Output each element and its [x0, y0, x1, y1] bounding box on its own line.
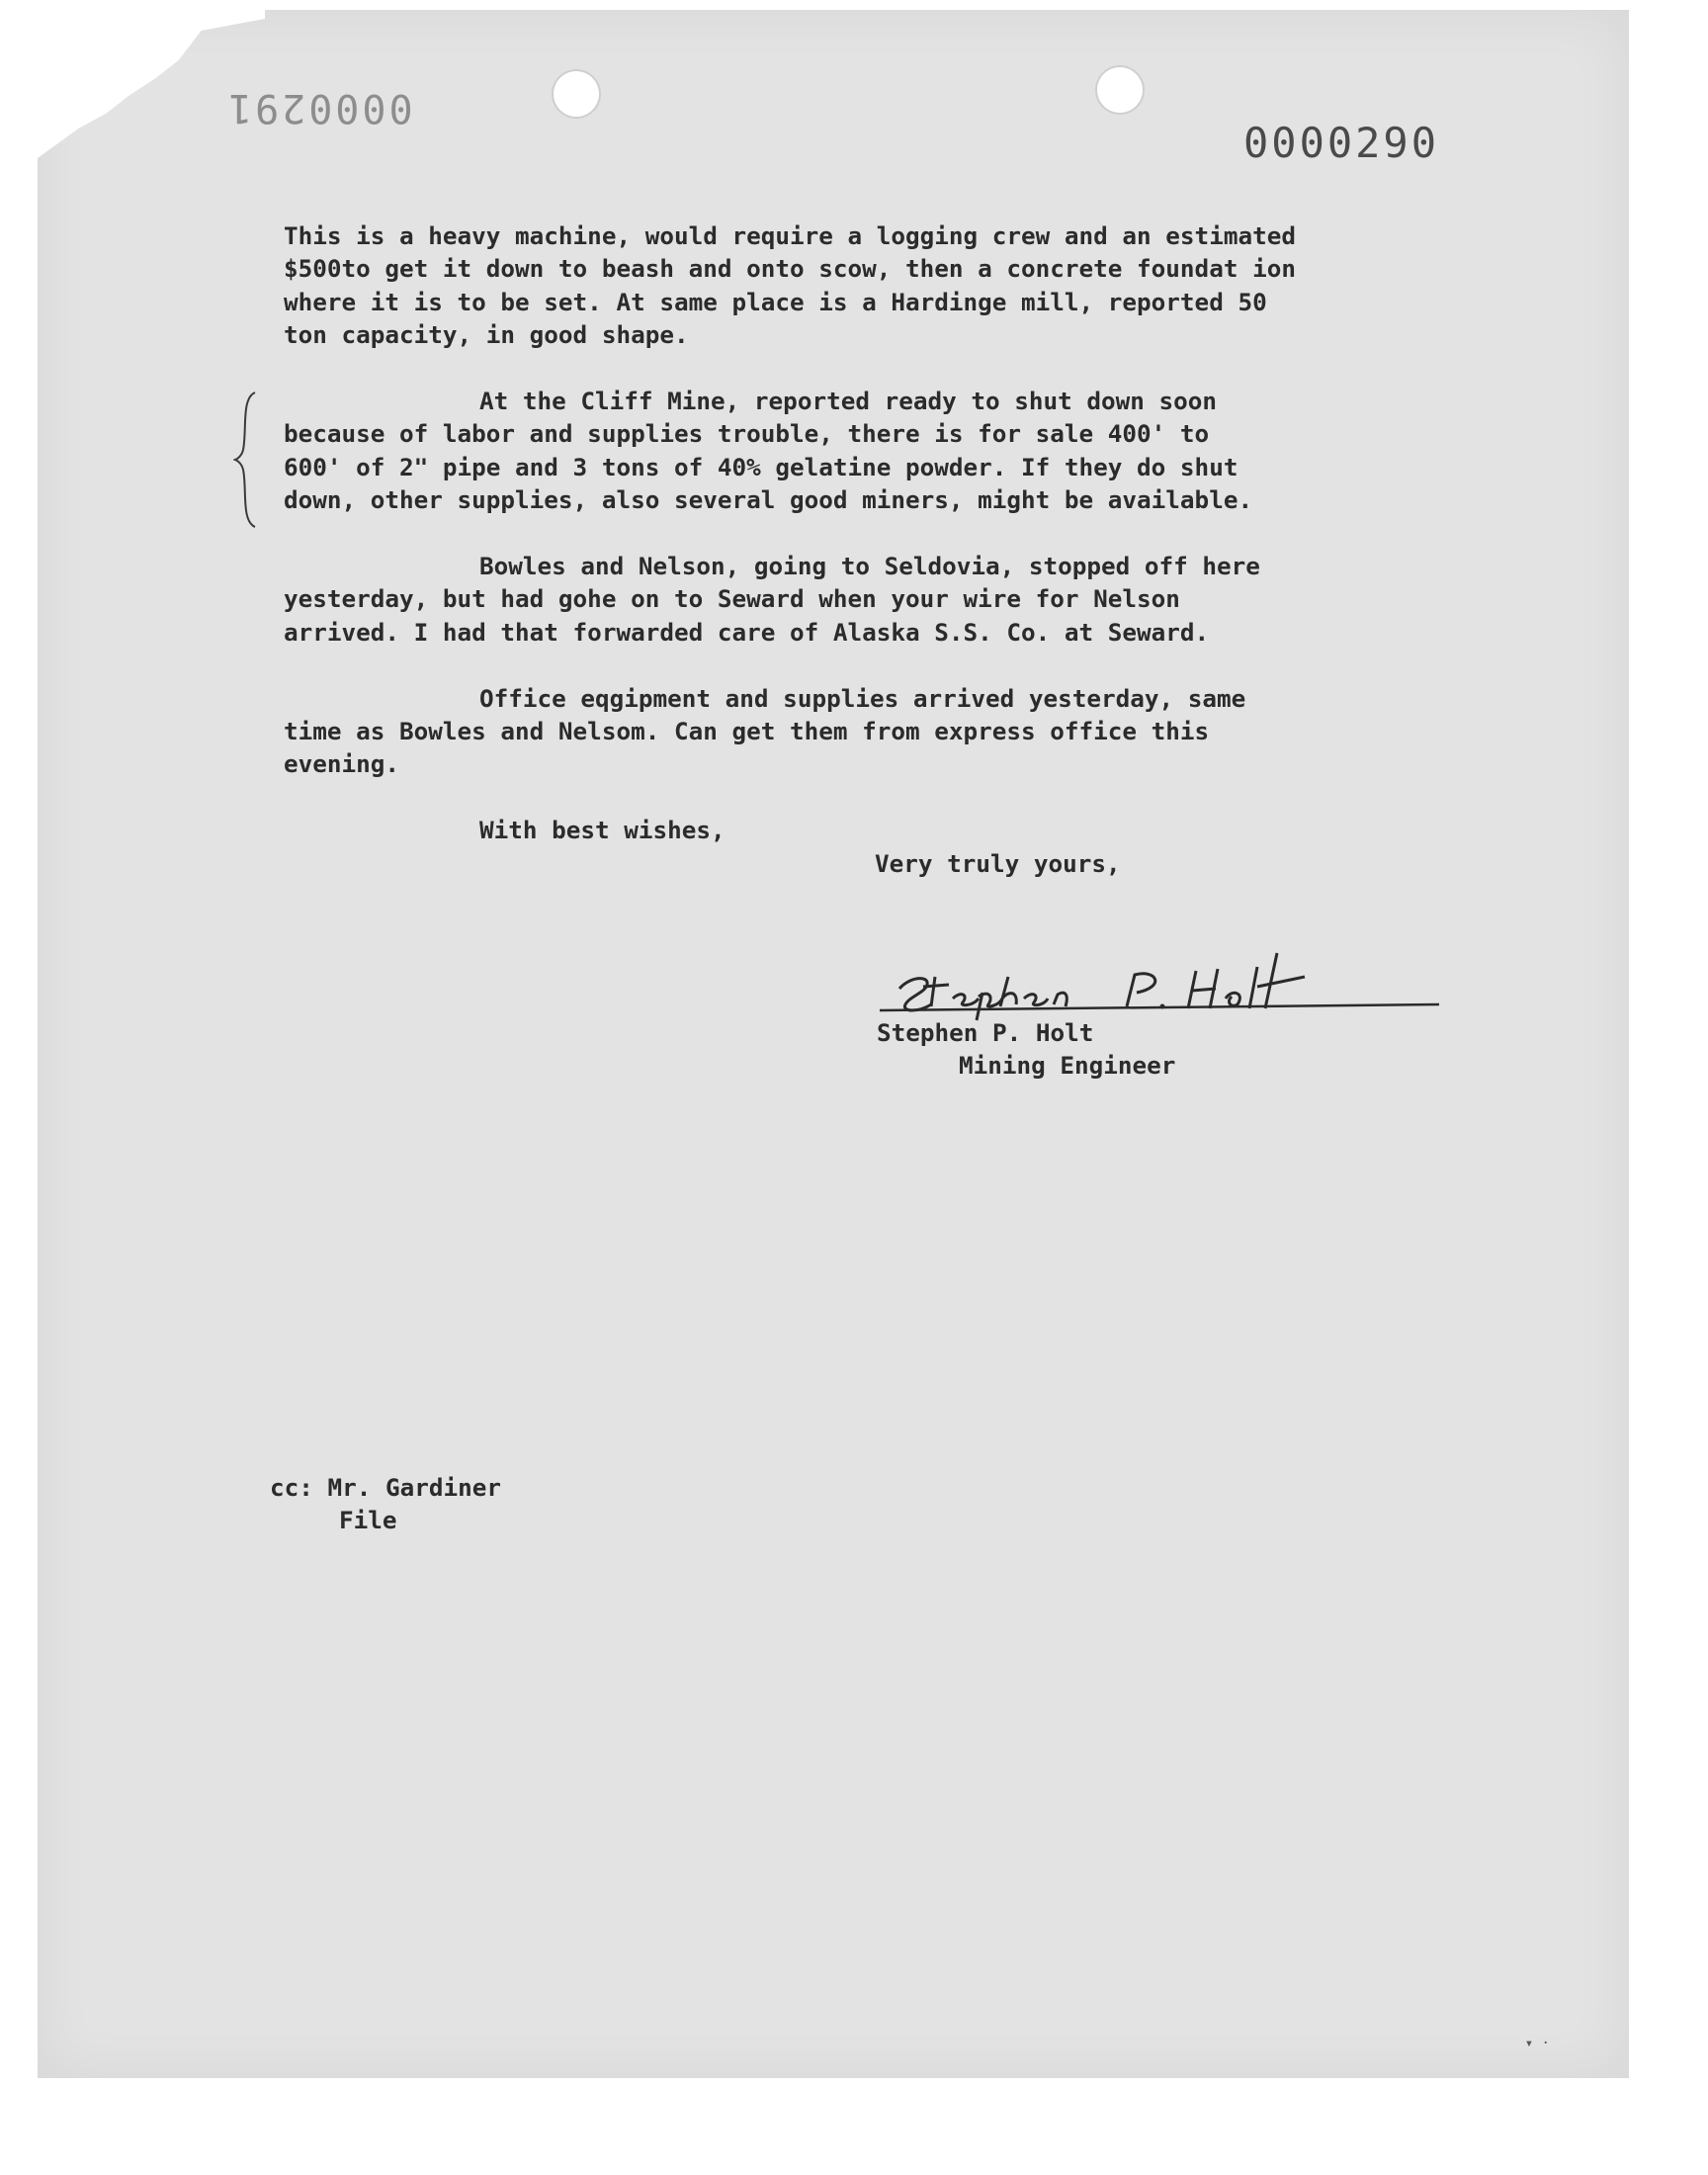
punch-hole-left [554, 71, 599, 117]
torn-corner [38, 10, 265, 158]
handwritten-signature [870, 947, 1443, 1026]
cc-block [270, 1471, 501, 1537]
letter-body [284, 219, 1490, 913]
paragraph-machine: This is a heavy machine, would require a logging crew and an estimated $500to get it down to beash and onto scow, then a concrete foundat ion where it is to be set. At same place is a Hardinge mill, reported 50 ton capacity, in good shape. [284, 221, 1296, 350]
signer-title: Mining Engineer [959, 1051, 1176, 1080]
paragraph-office-equipment: Office eqgipment and supplies arrived yesterday, same time as Bowles and Nelsom. Can get them from express office this evening. [284, 683, 1246, 779]
cc-recipient: cc: Mr. Gardiner [270, 1473, 502, 1502]
margin-brace-mark [233, 391, 259, 529]
valediction: Very truly yours, [875, 848, 1121, 878]
closing-line: With best wishes, [479, 816, 726, 845]
cc-file: File [339, 1506, 397, 1535]
paper-speck: ▾ · [1524, 2036, 1550, 2051]
faint-document-number: 0000291 [225, 85, 413, 130]
paragraph-bowles-nelson: Bowles and Nelson, going to Seldovia, stopped off here yesterday, but had gohe on to Seward when your wire for Nelson arrived. I had that forwarded care of Alaska S.S. Co. at Seward. [284, 552, 1260, 647]
signature-block [870, 947, 1463, 1082]
punch-hole-right [1097, 67, 1143, 113]
document-number: 0000290 [1243, 119, 1440, 167]
signer-name: Stephen P. Holt [877, 1018, 1094, 1047]
paragraph-cliff-mine: At the Cliff Mine, reported ready to shut down soon because of labor and supplies trouble, there is for sale 400' to 600' of 2" pipe and 3 tons of 40% gelatine powder. If they do shut down, other supplies, also several good miners, might be available. [284, 387, 1253, 515]
